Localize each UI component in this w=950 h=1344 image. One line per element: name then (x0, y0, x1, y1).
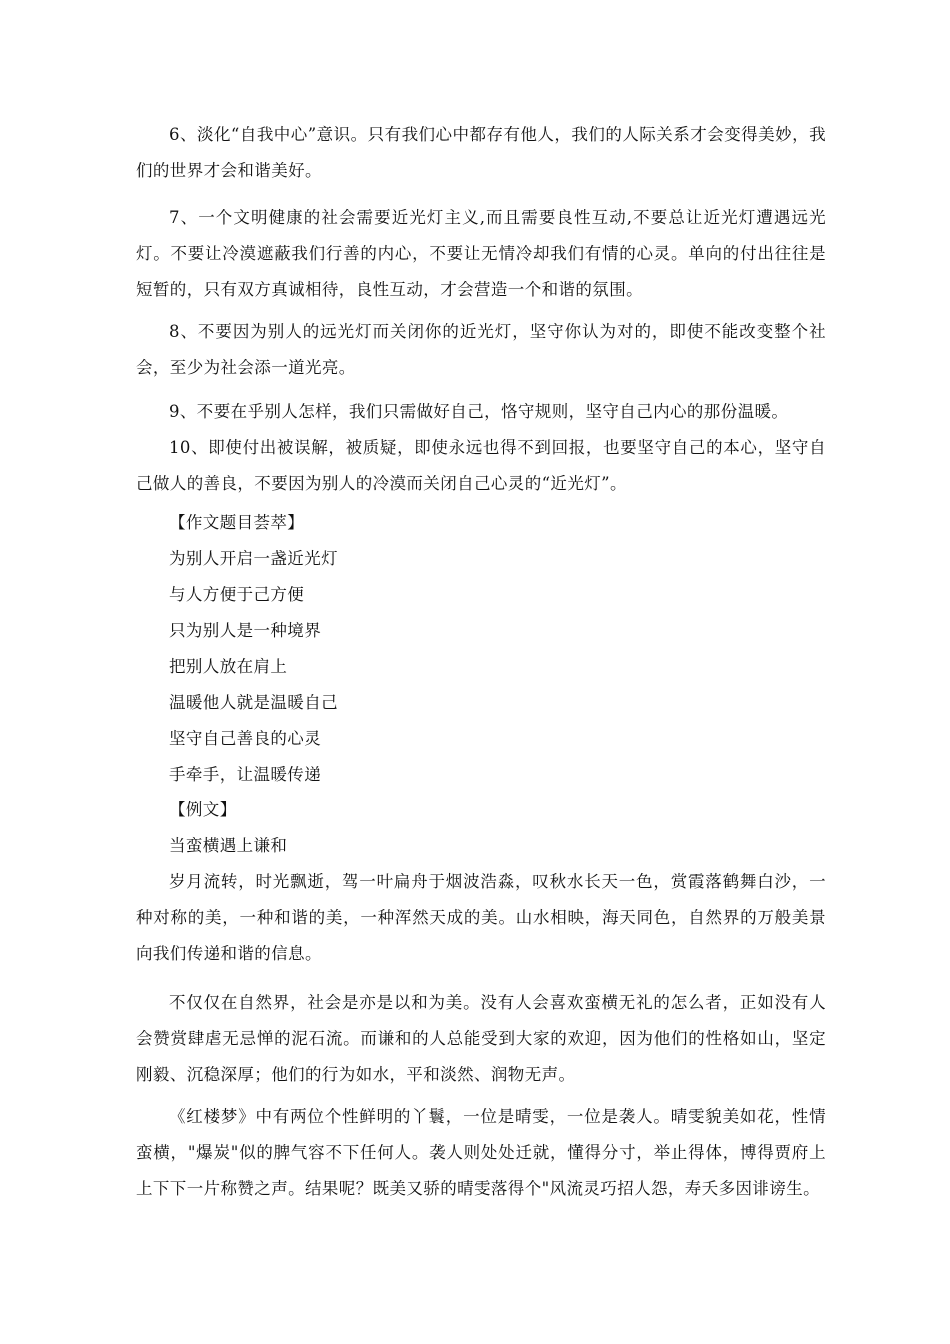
title-item: 只为别人是一种境界 (169, 621, 322, 640)
example-title: 当蛮横遇上谦和 (169, 836, 288, 855)
title-item: 为别人开启一盏近光灯 (169, 549, 338, 568)
title-item: 坚守自己善良的心灵 (169, 729, 322, 748)
paragraph-8: 8、不要因为别人的远光灯而关闭你的近光灯，坚守你认为对的，即使不能改变整个社会，至少为社会添一道光亮。 (136, 322, 826, 377)
example-paragraph-1: 岁月流转，时光飘逝，驾一叶扁舟于烟波浩淼，叹秋水长天一色，赏霞落鹤舞白沙，一种对称的美，一种和谐的美，一种浑然天成的美。山水相映，海天同色，自然界的万般美景向我们传递和谐的信息。 (136, 872, 826, 963)
paragraph-9: 9、不要在乎别人怎样，我们只需做好自己，恪守规则，坚守自己内心的那份温暖。 (169, 402, 789, 421)
example-paragraph-3: 《红楼梦》中有两位个性鲜明的丫鬟，一位是晴雯，一位是袭人。晴雯貌美如花，性情蛮横，"爆炭"似的脾气容不下任何人。袭人则处处迁就，懂得分寸，举止得体，博得贾府上上下下一片称赞之声。结果呢？既美又骄的晴雯落得个"风流灵巧招人怨，寿夭多因诽谤生。 (136, 1107, 826, 1198)
paragraph-6: 6、淡化“自我中心”意识。只有我们心中都存有他人，我们的人际关系才会变得美妙，我们的世界才会和谐美好。 (136, 125, 826, 180)
titles-heading: 【作文题目荟萃】 (169, 513, 305, 532)
example-heading: 【例文】 (169, 800, 237, 819)
paragraph-10: 10、即使付出被误解，被质疑，即使永远也得不到回报，也要坚守自己的本心，坚守自己做人的善良，不要因为别人的冷漠而关闭自己心灵的“近光灯”。 (136, 438, 826, 493)
title-item: 手牵手，让温暖传递 (169, 765, 322, 784)
paragraph-7: 7、一个文明健康的社会需要近光灯主义,而且需要良性互动,不要总让近光灯遭遇远光灯。不要让冷漠遮蔽我们行善的内心，不要让无情冷却我们有情的心灵。单向的付出往往是短暂的，只有双方真诚相待，良性互动，才会营造一个和谐的氛围。 (136, 208, 826, 299)
title-item: 把别人放在肩上 (169, 657, 288, 676)
title-item: 温暖他人就是温暖自己 (169, 693, 338, 712)
example-paragraph-2: 不仅仅在自然界，社会是亦是以和为美。没有人会喜欢蛮横无礼的怎么者，正如没有人会赞赏肆虐无忌惮的泥石流。而谦和的人总能受到大家的欢迎，因为他们的性格如山，坚定刚毅、沉稳深厚；他们的行为如水，平和淡然、润物无声。 (136, 993, 826, 1084)
title-item: 与人方便于己方便 (169, 585, 305, 604)
